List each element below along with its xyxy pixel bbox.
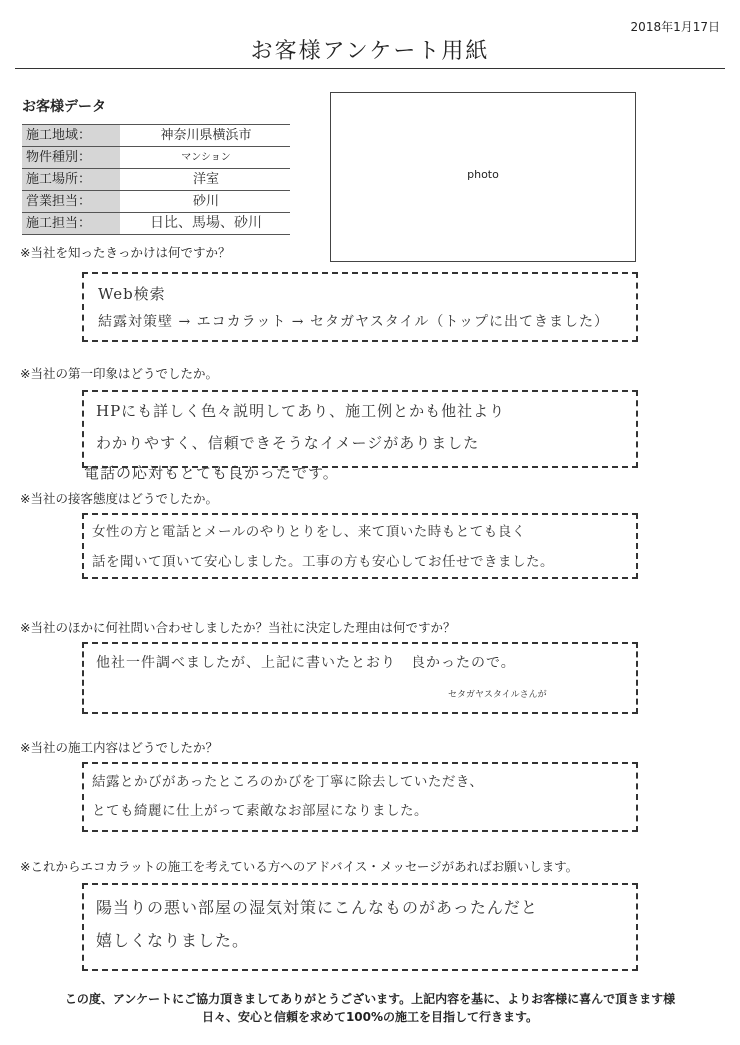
- info-row-area: [22, 124, 290, 147]
- question-1: ※当社を知ったきっかけは何ですか？: [20, 245, 231, 260]
- answer-2-line-3: 電話の応対もとても良かったです。: [84, 464, 339, 482]
- customer-info-table: [22, 124, 290, 235]
- answer-4-insertion: セタガヤスタイルさんが: [448, 690, 547, 700]
- survey-date: 2018年1月17日: [630, 20, 720, 34]
- title-divider: [15, 68, 725, 69]
- answer-6-line-2: 嬉しくなりました。: [96, 931, 250, 950]
- info-value: 洋室: [192, 172, 219, 187]
- info-row-location: [22, 169, 290, 191]
- info-label: 施工地域：: [22, 125, 120, 146]
- answer-2-line-1: HPにも詳しく色々説明してあり、施工例とかも他社より: [96, 402, 506, 420]
- question-2: ※当社の第一印象はどうでしたか。: [20, 366, 218, 381]
- info-row-sales: [22, 191, 290, 213]
- info-label: 営業担当：: [22, 191, 120, 212]
- info-label: 物件種別：: [22, 147, 120, 168]
- info-label: 施工場所：: [22, 169, 120, 190]
- footer-line-2: 日々、安心と信頼を求めて100%の施工を目指して行きます。: [201, 1010, 539, 1024]
- photo-label: photo: [467, 168, 499, 181]
- answer-5-line-1: 結露とかびがあったところのかびを丁寧に除去していただき、: [92, 774, 484, 790]
- question-6: ※これからエコカラットの施工を考えている方へのアドバイス・メッセージがあればお願いします。: [20, 859, 579, 874]
- answer-5-line-2: とても綺麗に仕上がって素敵なお部屋になりました。: [92, 803, 428, 819]
- info-value: 砂川: [192, 194, 219, 209]
- answer-6-line-1: 陽当りの悪い部屋の湿気対策にこんなものがあったんだと: [96, 898, 538, 917]
- info-value: マンション: [181, 152, 231, 163]
- answer-1-line-1: Web検索: [98, 285, 166, 303]
- question-5: ※当社の施工内容はどうでしたか？: [20, 740, 218, 755]
- footer-line-1: この度、アンケートにご協力頂きましてありがとうございます。上記内容を基に、よりお客様に喜んで頂きます様: [64, 992, 676, 1006]
- info-row-property: [22, 147, 290, 169]
- question-3: ※当社の接客態度はどうでしたか。: [20, 491, 218, 506]
- info-row-installer: [22, 213, 290, 235]
- answer-2-line-2: わかりやすく、信頼できそうなイメージがありました: [96, 434, 480, 452]
- answer-3-line-1: 女性の方と電話とメールのやりとりをし、来て頂いた時もとても良く: [92, 524, 526, 540]
- page-title: お客様アンケート用紙: [250, 39, 490, 64]
- customer-data-heading: お客様データ: [22, 99, 106, 115]
- info-value: 神奈川県横浜市: [160, 128, 252, 143]
- info-value: 日比、馬場、砂川: [150, 215, 262, 231]
- question-4: ※当社のほかに何社問い合わせしましたか？当社に決定した理由は何ですか？: [20, 620, 456, 635]
- answer-3-line-2: 話を聞いて頂いて安心しました。工事の方も安心してお任せできました。: [92, 554, 554, 570]
- info-label: 施工担当：: [22, 213, 120, 234]
- answer-1-line-2: 結露対策壁 → エコカラット → セタガヤスタイル（トップに出てきました）: [98, 314, 609, 330]
- answer-4-line-1: 他社一件調べましたが、上記に書いたとおり 良かったので。: [96, 655, 516, 671]
